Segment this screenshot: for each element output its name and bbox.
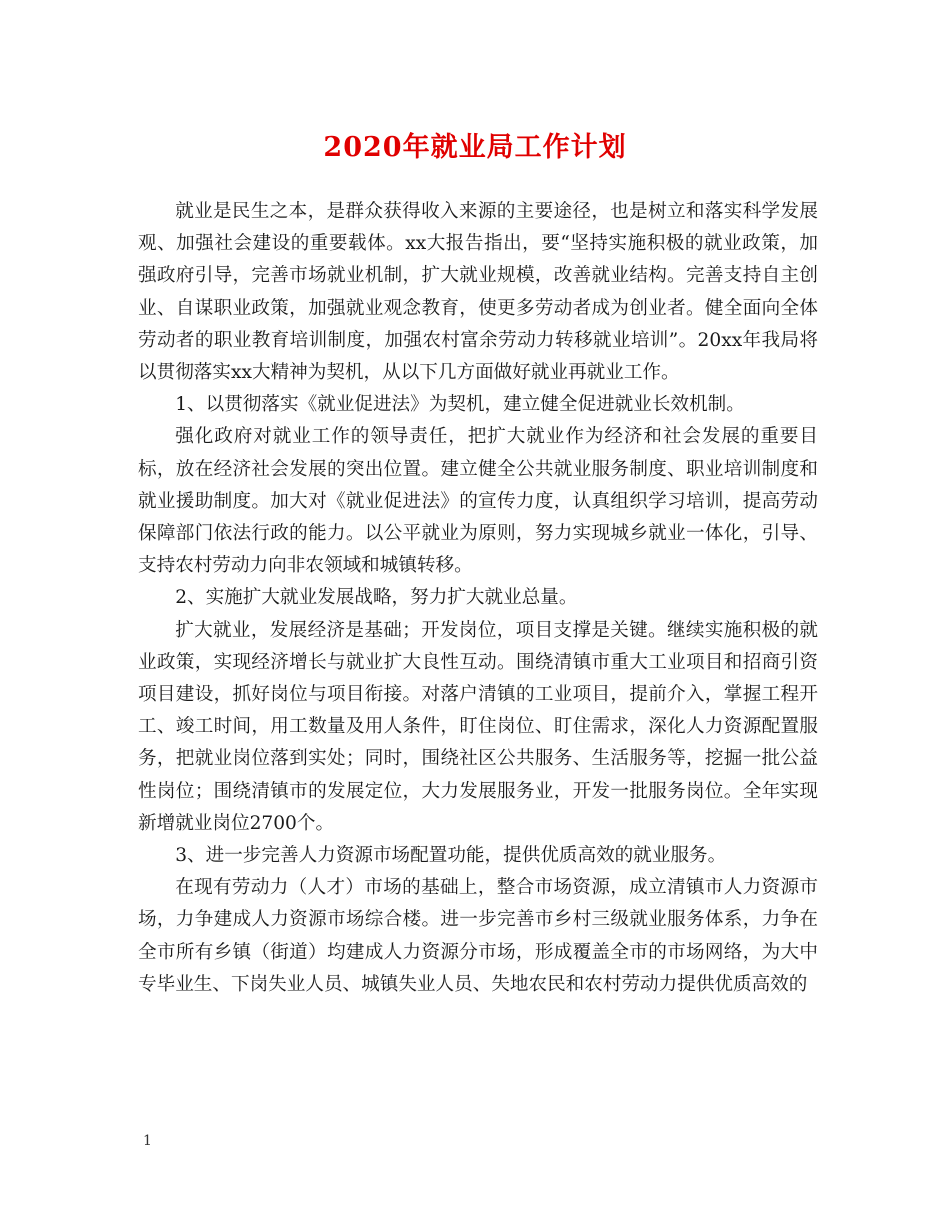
document-title: 2020年就业局工作计划 [323,132,627,163]
section-heading: 3、进一步完善人力资源市场配置功能，提供优质高效的就业服务。 [175,845,727,867]
section-heading: 1、以贯彻落实《就业促进法》为契机，建立健全促进就业长效机制。 [175,394,745,416]
paragraph: 就业是民生之本，是群众获得收入来源的主要途径，也是树立和落实科学发展观、加强社会建设的重要载体。xx大报告指出，要“坚持实施积极的就业政策，加强政府引导，完善市场就业机制，扩大就业规模，改善就业结构。完善支持自主创业、自谋职业政策，加强就业观念教育，使更多劳动者成为创业者。健全面向全体劳动者的职业教育培训制度，加强农村富余劳动力转移就业培训”。20xx年我局将以贯彻落实xx大精神为契机，从以下几方面做好就业再就业工作。 [138,201,818,384]
page-number: 1 [143,1133,152,1149]
paragraph: 在现有劳动力（人才）市场的基础上，整合市场资源，成立清镇市人力资源市场，力争建成人力资源市场综合楼。进一步完善市乡村三级就业服务体系，力争在全市所有乡镇（街道）均建成人力资源分市场，形成覆盖全市的市场网络，为大中专毕业生、下岗失业人员、城镇失业人员、失地农民和农村劳动力提供优质高效的 [138,877,818,995]
document-body [138,196,818,1001]
paragraph: 强化政府对就业工作的领导责任，把扩大就业作为经济和社会发展的重要目标，放在经济社会发展的突出位置。建立健全公共就业服务制度、职业培训制度和就业援助制度。加大对《就业促进法》的宣传力度，认真组织学习培训，提高劳动保障部门依法行政的能力。以公平就业为原则，努力实现城乡就业一体化，引导、支持农村劳动力向非农领域和城镇转移。 [138,426,818,577]
section-heading: 2、实施扩大就业发展战略，努力扩大就业总量。 [175,587,578,609]
paragraph: 扩大就业，发展经济是基础；开发岗位，项目支撑是关键。继续实施积极的就业政策，实现经济增长与就业扩大良性互动。围绕清镇市重大工业项目和招商引资项目建设，抓好岗位与项目衔接。对落户清镇的工业项目，提前介入，掌握工程开工、竣工时间，用工数量及用人条件，盯住岗位、盯住需求，深化人力资源配置服务，把就业岗位落到实处；同时，围绕社区公共服务、生活服务等，挖掘一批公益性岗位；围绕清镇市的发展定位，大力发展服务业，开发一批服务岗位。全年实现新增就业岗位2700个。 [138,619,818,834]
